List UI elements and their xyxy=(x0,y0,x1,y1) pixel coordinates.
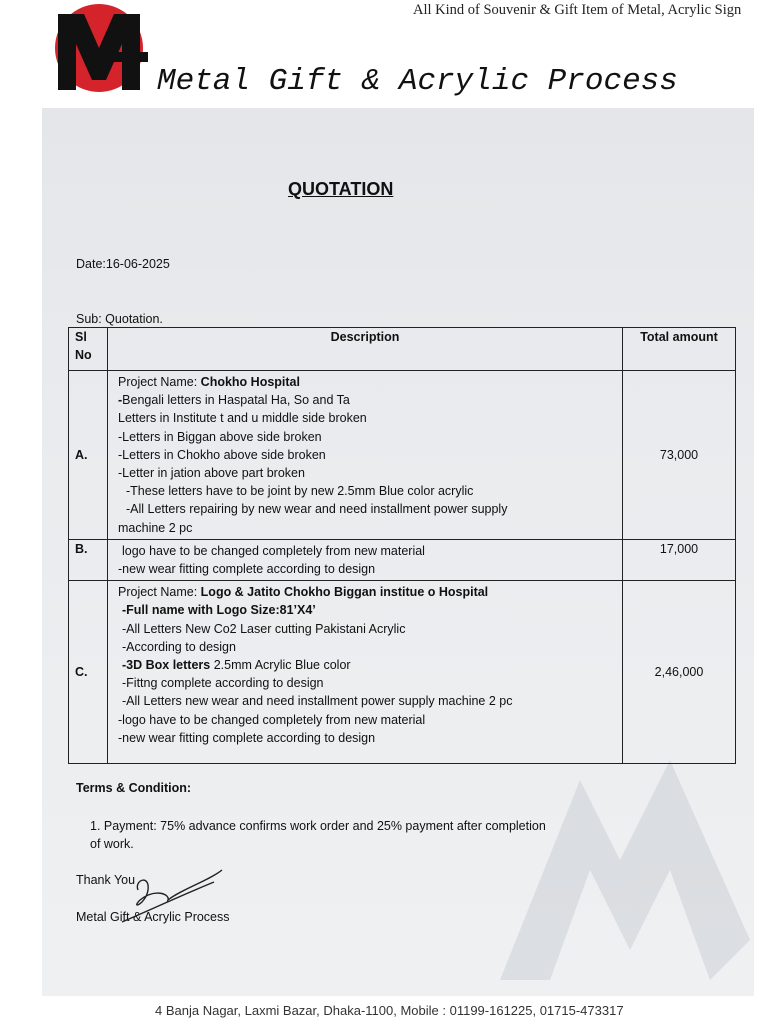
row-amount: 73,000 xyxy=(623,371,736,540)
description-line: logo have to be changed completely from new material xyxy=(122,543,425,558)
description-line: machine 2 pc xyxy=(118,520,193,535)
description-line: -Letters in Biggan above side broken xyxy=(118,429,322,444)
tagline: All Kind of Souvenir & Gift Item of Metal, Acrylic Sign xyxy=(413,2,742,18)
row-description xyxy=(108,371,623,540)
description-line: -new wear fitting complete according to design xyxy=(118,562,376,577)
description-line: -All Letters repairing by new wear and need installment power supply xyxy=(126,502,508,517)
description-line: -logo have to be changed completely from new material xyxy=(118,712,426,727)
table-header-row xyxy=(69,328,736,371)
table-row xyxy=(69,371,736,540)
description-line: -Letters in Chokho above side broken xyxy=(118,447,326,462)
description-line: -According to design xyxy=(122,639,236,654)
sl-header: Sl No xyxy=(69,328,108,371)
row-description xyxy=(108,539,623,580)
row-amount: 17,000 xyxy=(623,539,736,580)
closing-company: Metal Gift & Acrylic Process xyxy=(76,910,230,924)
watermark-logo xyxy=(470,740,768,990)
project-line: Project Name: Chokho Hospital xyxy=(118,375,300,389)
signature xyxy=(110,860,230,925)
description-line: -These letters have to be joint by new 2.5mm Blue color acrylic xyxy=(126,484,474,499)
document-subject: Sub: Quotation. xyxy=(76,312,163,326)
description-line: -Fittng complete according to design xyxy=(122,676,324,691)
description-line: -Letter in jation above part broken xyxy=(118,466,305,481)
row-sl: C. xyxy=(69,581,108,764)
description-line: -Full name with Logo Size:81’X4’ xyxy=(122,603,316,618)
company-name: Metal Gift & Acrylic Process xyxy=(157,64,678,99)
description-line: -3D Box letters 2.5mm Acrylic Blue color xyxy=(122,658,351,673)
terms-item-1-line-2: of work. xyxy=(90,837,134,851)
terms-item-1-line-1: 1. Payment: 75% advance confirms work order and 25% payment after completion xyxy=(90,819,546,833)
row-sl: A. xyxy=(69,371,108,540)
row-amount: 2,46,000 xyxy=(623,581,736,764)
project-line: Project Name: Logo & Jatito Chokho Biggan institue o Hospital xyxy=(118,585,489,600)
amount-header: Total amount xyxy=(623,328,736,371)
description-line: Letters in Institute t and u middle side broken xyxy=(118,411,367,426)
document-date: Date:16-06-2025 xyxy=(76,257,170,271)
description-line: -All Letters New Co2 Laser cutting Pakistani Acrylic xyxy=(122,621,406,636)
company-logo-icon xyxy=(44,0,154,96)
terms-heading: Terms & Condition: xyxy=(76,781,192,795)
row-description xyxy=(108,581,623,764)
footer-address: 4 Banja Nagar, Laxmi Bazar, Dhaka-1100, Mobile : 01199-161225, 01715-473317 xyxy=(155,1003,624,1018)
quotation-table xyxy=(68,327,736,764)
description-line: -All Letters new wear and need installment power supply machine 2 pc xyxy=(122,694,513,709)
description-line: -Bengali letters in Haspatal Ha, So and Ta xyxy=(118,393,350,408)
row-sl: B. xyxy=(69,539,108,580)
description-line: -new wear fitting complete according to design xyxy=(118,730,376,745)
document-title: QUOTATION xyxy=(288,179,394,199)
description-header: Description xyxy=(108,328,623,371)
table-row xyxy=(69,581,736,764)
table-row xyxy=(69,539,736,580)
thank-you: Thank You xyxy=(76,873,136,887)
